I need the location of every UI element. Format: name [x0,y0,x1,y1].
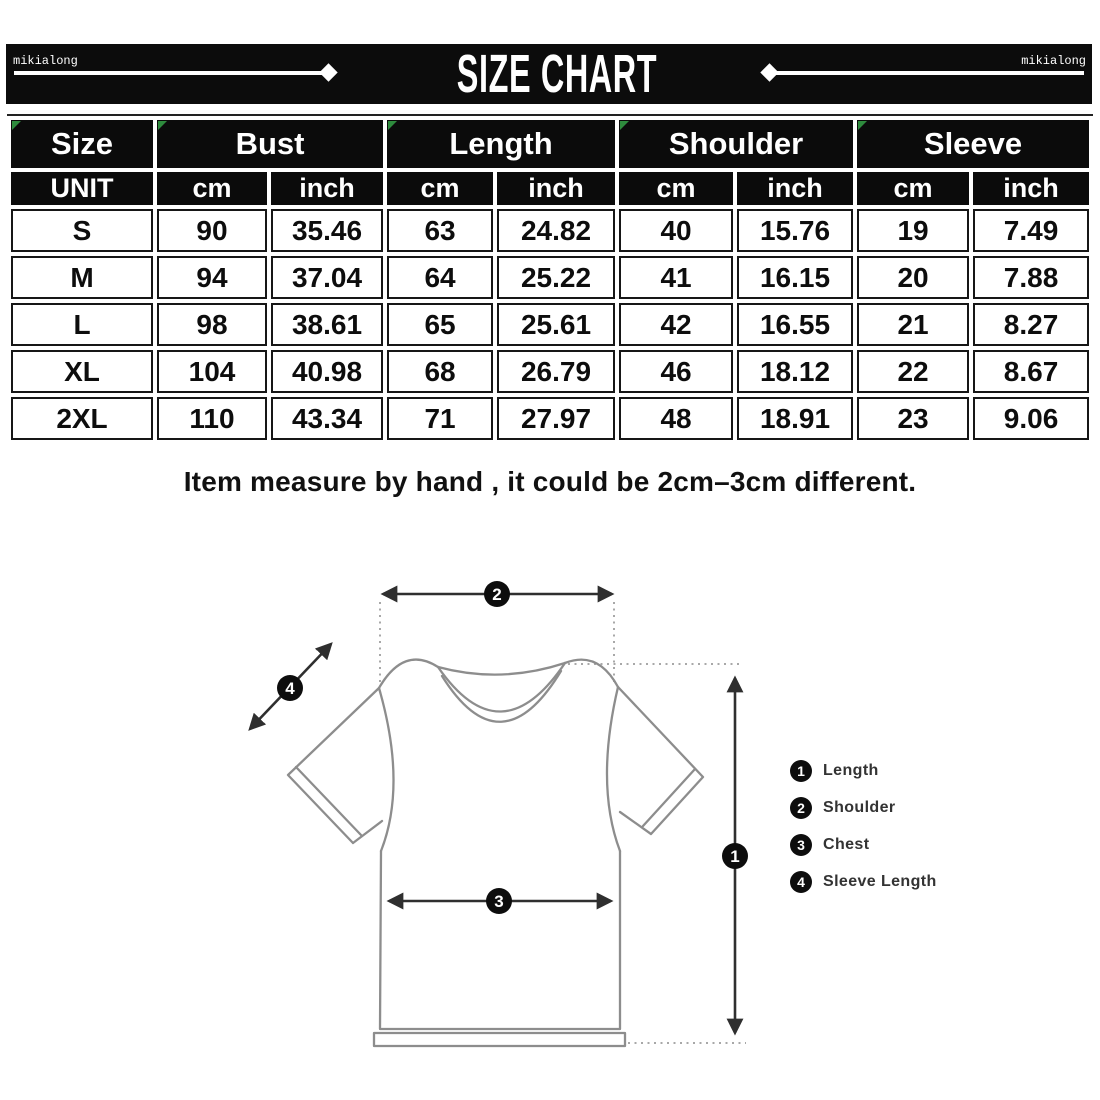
marker-badge-2-label: 2 [492,585,502,604]
value-cell: 16.15 [737,256,853,299]
unit-cell: inch [737,172,853,205]
value-cell: 26.79 [497,350,615,393]
legend-item-chest [790,834,937,856]
legend-badge-3: 3 [790,834,812,856]
corner-mark-icon [388,121,397,130]
table-row [11,303,1089,346]
value-cell: 19 [857,209,969,252]
unit-cell: inch [497,172,615,205]
value-cell: 20 [857,256,969,299]
value-cell: 40.98 [271,350,383,393]
legend-label: Sleeve Length [823,873,937,890]
legend-label: Length [823,762,879,779]
value-cell: 104 [157,350,267,393]
measure-arrows [250,594,735,1033]
right-armhole-curve [607,687,620,851]
collar-top-line [438,663,565,675]
marker-badges [277,581,748,914]
unit-cell: cm [157,172,267,205]
column-header-size: Size [11,120,153,168]
left-sleeve [288,688,382,843]
value-cell: 63 [387,209,493,252]
value-cell: 25.22 [497,256,615,299]
value-cell: 9.06 [973,397,1089,440]
unit-cell: cm [387,172,493,205]
value-cell: 27.97 [497,397,615,440]
value-cell: 98 [157,303,267,346]
legend-badge-2: 2 [790,797,812,819]
right-sleeve [618,687,703,834]
left-armhole-curve [379,688,394,851]
legend-item-shoulder [790,797,937,819]
page-title [22,44,1092,104]
value-cell: 8.67 [973,350,1089,393]
value-cell: 7.49 [973,209,1089,252]
value-cell: 48 [619,397,733,440]
value-cell: 64 [387,256,493,299]
value-cell: 16.55 [737,303,853,346]
size-cell: XL [11,350,153,393]
value-cell: 22 [857,350,969,393]
table-group-header-row [11,120,1089,168]
value-cell: 7.88 [973,256,1089,299]
brand-left-label: mikialong [13,54,78,68]
corner-mark-icon [158,121,167,130]
legend-item-sleeve-length [790,871,937,893]
table-row [11,209,1089,252]
value-cell: 110 [157,397,267,440]
marker-badge-3-label: 3 [494,892,504,911]
table-row [11,256,1089,299]
marker-badge-4-label: 4 [285,679,295,698]
column-header-sleeve: Sleeve [857,120,1089,168]
brand-right-label: mikialong [1021,54,1086,68]
value-cell: 24.82 [497,209,615,252]
corner-mark-icon [620,121,629,130]
unit-cell: inch [271,172,383,205]
body-outline [380,851,620,1029]
value-cell: 42 [619,303,733,346]
value-cell: 38.61 [271,303,383,346]
legend-item-length [790,760,937,782]
unit-cell: inch [973,172,1089,205]
right-shoulder-line [565,660,618,687]
measure-legend [790,760,937,908]
marker-badge-1-label: 1 [730,847,740,866]
table-unit-row [11,172,1089,205]
hem-band [374,1033,625,1046]
value-cell: 21 [857,303,969,346]
size-cell: M [11,256,153,299]
legend-label: Chest [823,836,870,853]
column-header-length: Length [387,120,615,168]
unit-cell: cm [857,172,969,205]
unit-header: UNIT [11,172,153,205]
measurement-note: Item measure by hand , it could be 2cm–3cm different. [183,466,917,497]
value-cell: 43.34 [271,397,383,440]
table-row [11,397,1089,440]
value-cell: 15.76 [737,209,853,252]
value-cell: 8.27 [973,303,1089,346]
value-cell: 65 [387,303,493,346]
legend-badge-4: 4 [790,871,812,893]
value-cell: 37.04 [271,256,383,299]
collar-stitch-line [442,671,561,722]
value-cell: 23 [857,397,969,440]
page-title-text: SIZE CHART [456,44,658,104]
dotted-guides [380,602,746,1043]
column-header-bust: Bust [157,120,383,168]
corner-mark-icon [12,121,21,130]
value-cell: 90 [157,209,267,252]
tshirt-outline [288,660,703,1046]
table-row [11,350,1089,393]
value-cell: 46 [619,350,733,393]
legend-badge-1: 1 [790,760,812,782]
column-header-shoulder: Shoulder [619,120,853,168]
corner-mark-icon [858,121,867,130]
value-cell: 25.61 [497,303,615,346]
size-table [7,114,1093,444]
value-cell: 18.91 [737,397,853,440]
size-cell: 2XL [11,397,153,440]
value-cell: 35.46 [271,209,383,252]
size-cell: L [11,303,153,346]
title-banner [6,44,1092,104]
unit-cell: cm [619,172,733,205]
value-cell: 68 [387,350,493,393]
legend-label: Shoulder [823,799,896,816]
left-shoulder-line [379,660,438,688]
value-cell: 71 [387,397,493,440]
value-cell: 40 [619,209,733,252]
value-cell: 41 [619,256,733,299]
value-cell: 18.12 [737,350,853,393]
size-cell: S [11,209,153,252]
value-cell: 94 [157,256,267,299]
tshirt-measure-diagram [230,555,770,1075]
